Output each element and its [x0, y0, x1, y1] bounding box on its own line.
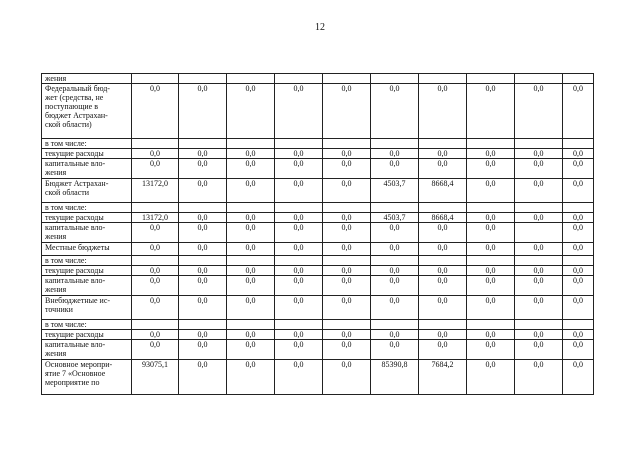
value-cell: 0,0: [467, 266, 515, 276]
value-cell: 0,0: [179, 340, 227, 360]
value-cell: [563, 320, 594, 330]
value-cell: 0,0: [563, 266, 594, 276]
row-label-line: текущие расходы: [45, 213, 104, 222]
value-cell: 0,0: [563, 213, 594, 223]
value-cell: [467, 203, 515, 213]
value-cell: 0,0: [323, 243, 371, 256]
value-cell: 0,0: [515, 159, 563, 179]
value-cell: [323, 74, 371, 84]
value-cell: 0,0: [467, 296, 515, 320]
value-cell: [515, 320, 563, 330]
value-cell: 0,0: [275, 213, 323, 223]
value-cell: 0,0: [371, 330, 419, 340]
row-label-line: текущие расходы: [45, 266, 104, 275]
table-row: [42, 159, 594, 179]
budget-table: [41, 73, 594, 395]
value-cell: 0,0: [132, 149, 179, 159]
row-label-line: жения: [45, 168, 67, 177]
row-label: [42, 320, 132, 330]
row-label-line: капитальные вло-: [45, 340, 106, 349]
value-cell: [323, 139, 371, 149]
value-cell: 0,0: [563, 243, 594, 256]
value-cell: 0,0: [132, 340, 179, 360]
value-cell: [371, 203, 419, 213]
value-cell: 0,0: [227, 149, 275, 159]
value-cell: [467, 256, 515, 266]
value-cell: 0,0: [515, 213, 563, 223]
value-cell: 0,0: [563, 159, 594, 179]
value-cell: 0,0: [275, 243, 323, 256]
row-label-line: поступающие в: [45, 102, 98, 111]
row-label: [42, 256, 132, 266]
value-cell: 0,0: [275, 84, 323, 139]
value-cell: 0,0: [371, 340, 419, 360]
value-cell: 0,0: [323, 84, 371, 139]
value-cell: [371, 74, 419, 84]
value-cell: 0,0: [275, 266, 323, 276]
value-cell: [227, 139, 275, 149]
value-cell: [467, 320, 515, 330]
budget-table-body: [42, 74, 594, 395]
table-row: [42, 139, 594, 149]
value-cell: [419, 74, 467, 84]
row-label-line: текущие расходы: [45, 149, 104, 158]
value-cell: [179, 256, 227, 266]
row-label-line: текущие расходы: [45, 330, 104, 339]
value-cell: 0,0: [419, 340, 467, 360]
value-cell: 0,0: [132, 243, 179, 256]
value-cell: 0,0: [227, 179, 275, 203]
value-cell: [563, 203, 594, 213]
value-cell: [227, 74, 275, 84]
value-cell: 0,0: [467, 159, 515, 179]
value-cell: [419, 320, 467, 330]
value-cell: 0,0: [179, 266, 227, 276]
value-cell: [371, 139, 419, 149]
row-label: [42, 213, 132, 223]
value-cell: [515, 203, 563, 213]
row-label: [42, 84, 132, 139]
value-cell: 0,0: [515, 296, 563, 320]
value-cell: 0,0: [275, 340, 323, 360]
value-cell: 0,0: [227, 243, 275, 256]
value-cell: 13172,0: [132, 179, 179, 203]
value-cell: [467, 139, 515, 149]
table-row: [42, 256, 594, 266]
value-cell: 0,0: [323, 223, 371, 243]
value-cell: 0,0: [467, 213, 515, 223]
value-cell: [179, 320, 227, 330]
value-cell: 0,0: [132, 276, 179, 296]
row-label: [42, 74, 132, 84]
row-label-line: в том числе:: [45, 320, 87, 329]
value-cell: [275, 256, 323, 266]
value-cell: 93075,1: [132, 360, 179, 395]
row-label-line: ской области): [45, 120, 92, 129]
table-row: [42, 203, 594, 213]
row-label: [42, 330, 132, 340]
value-cell: [132, 320, 179, 330]
value-cell: 0,0: [563, 223, 594, 243]
table-row: [42, 330, 594, 340]
row-label-line: жения: [45, 285, 67, 294]
value-cell: 0,0: [227, 330, 275, 340]
value-cell: [132, 139, 179, 149]
row-label: [42, 340, 132, 360]
value-cell: 0,0: [467, 340, 515, 360]
value-cell: 0,0: [515, 360, 563, 395]
value-cell: 0,0: [467, 179, 515, 203]
table-row: [42, 360, 594, 395]
table-row: [42, 213, 594, 223]
value-cell: 0,0: [563, 340, 594, 360]
value-cell: [515, 223, 563, 243]
table-row: [42, 320, 594, 330]
value-cell: 0,0: [323, 330, 371, 340]
value-cell: 0,0: [467, 243, 515, 256]
row-label-line: жения: [45, 232, 67, 241]
row-label-line: в том числе:: [45, 139, 87, 148]
value-cell: 0,0: [275, 296, 323, 320]
value-cell: [275, 74, 323, 84]
value-cell: 0,0: [132, 266, 179, 276]
row-label: [42, 159, 132, 179]
table-row: [42, 74, 594, 84]
value-cell: 0,0: [371, 296, 419, 320]
value-cell: 0,0: [179, 149, 227, 159]
value-cell: 0,0: [371, 276, 419, 296]
value-cell: 0,0: [515, 149, 563, 159]
value-cell: 0,0: [419, 243, 467, 256]
row-label: [42, 296, 132, 320]
value-cell: 0,0: [275, 360, 323, 395]
value-cell: 0,0: [132, 159, 179, 179]
value-cell: 0,0: [515, 340, 563, 360]
row-label-line: бюджет Астрахан-: [45, 111, 108, 120]
value-cell: 0,0: [179, 159, 227, 179]
table-row: [42, 84, 594, 139]
value-cell: 0,0: [179, 84, 227, 139]
value-cell: 0,0: [563, 84, 594, 139]
row-label-line: жения: [45, 74, 67, 83]
value-cell: 0,0: [419, 296, 467, 320]
value-cell: 0,0: [323, 159, 371, 179]
value-cell: [563, 139, 594, 149]
value-cell: 0,0: [179, 243, 227, 256]
value-cell: [323, 256, 371, 266]
row-label: [42, 149, 132, 159]
value-cell: [179, 74, 227, 84]
row-label: [42, 179, 132, 203]
value-cell: [275, 320, 323, 330]
value-cell: 0,0: [563, 296, 594, 320]
value-cell: 0,0: [179, 276, 227, 296]
row-label: [42, 266, 132, 276]
value-cell: 0,0: [227, 84, 275, 139]
value-cell: [227, 320, 275, 330]
value-cell: 0,0: [467, 84, 515, 139]
value-cell: 0,0: [515, 276, 563, 296]
value-cell: [515, 74, 563, 84]
table-row: [42, 149, 594, 159]
row-label-line: ятие 7 «Основное: [45, 369, 106, 378]
value-cell: 0,0: [132, 84, 179, 139]
value-cell: [419, 139, 467, 149]
value-cell: [275, 139, 323, 149]
value-cell: 0,0: [419, 84, 467, 139]
value-cell: 0,0: [227, 276, 275, 296]
value-cell: 0,0: [515, 266, 563, 276]
value-cell: 0,0: [419, 266, 467, 276]
value-cell: 0,0: [275, 159, 323, 179]
row-label-line: Бюджет Астрахан-: [45, 179, 109, 188]
table-row: [42, 276, 594, 296]
value-cell: 0,0: [371, 84, 419, 139]
value-cell: 0,0: [371, 223, 419, 243]
row-label-line: в том числе:: [45, 203, 87, 212]
value-cell: [371, 320, 419, 330]
value-cell: 0,0: [467, 276, 515, 296]
value-cell: 0,0: [323, 296, 371, 320]
value-cell: 0,0: [179, 223, 227, 243]
value-cell: 0,0: [419, 159, 467, 179]
value-cell: 0,0: [132, 223, 179, 243]
value-cell: 0,0: [419, 330, 467, 340]
value-cell: 0,0: [563, 330, 594, 340]
row-label-line: капитальные вло-: [45, 276, 106, 285]
value-cell: 0,0: [515, 179, 563, 203]
table-row: [42, 296, 594, 320]
value-cell: [515, 139, 563, 149]
value-cell: 0,0: [467, 223, 515, 243]
value-cell: 0,0: [323, 340, 371, 360]
value-cell: 0,0: [227, 340, 275, 360]
value-cell: 0,0: [179, 179, 227, 203]
value-cell: [132, 203, 179, 213]
value-cell: 85390,8: [371, 360, 419, 395]
value-cell: 0,0: [323, 276, 371, 296]
value-cell: 0,0: [371, 159, 419, 179]
value-cell: 0,0: [275, 223, 323, 243]
value-cell: [132, 256, 179, 266]
row-label: [42, 360, 132, 395]
value-cell: 0,0: [563, 149, 594, 159]
value-cell: 0,0: [419, 149, 467, 159]
value-cell: 0,0: [132, 296, 179, 320]
row-label-line: Местные бюджеты: [45, 243, 110, 252]
value-cell: 0,0: [275, 330, 323, 340]
value-cell: 0,0: [515, 243, 563, 256]
table-row: [42, 179, 594, 203]
value-cell: 0,0: [323, 266, 371, 276]
value-cell: [275, 203, 323, 213]
value-cell: 0,0: [227, 266, 275, 276]
value-cell: 0,0: [323, 179, 371, 203]
value-cell: 4503,7: [371, 213, 419, 223]
value-cell: 4503,7: [371, 179, 419, 203]
value-cell: 0,0: [179, 213, 227, 223]
row-label-line: Федеральный бюд-: [45, 84, 110, 93]
value-cell: [419, 203, 467, 213]
row-label-line: капитальные вло-: [45, 159, 106, 168]
table-row: [42, 223, 594, 243]
row-label: [42, 203, 132, 213]
value-cell: 0,0: [179, 330, 227, 340]
value-cell: 0,0: [467, 330, 515, 340]
value-cell: 0,0: [467, 360, 515, 395]
value-cell: 0,0: [563, 360, 594, 395]
row-label-line: мероприятие по: [45, 378, 100, 387]
row-label-line: ской области: [45, 188, 90, 197]
value-cell: [227, 256, 275, 266]
value-cell: [515, 256, 563, 266]
value-cell: 0,0: [132, 330, 179, 340]
table-row: [42, 266, 594, 276]
value-cell: [563, 74, 594, 84]
value-cell: 0,0: [227, 223, 275, 243]
value-cell: 0,0: [515, 84, 563, 139]
value-cell: 0,0: [275, 276, 323, 296]
row-label-line: в том числе:: [45, 256, 87, 265]
row-label-line: жет (средства, не: [45, 93, 104, 102]
value-cell: [467, 74, 515, 84]
value-cell: 0,0: [227, 213, 275, 223]
row-label-line: точники: [45, 305, 73, 314]
row-label-line: Основное меропри-: [45, 360, 113, 369]
value-cell: 0,0: [371, 266, 419, 276]
value-cell: 0,0: [227, 360, 275, 395]
value-cell: 0,0: [419, 276, 467, 296]
value-cell: 0,0: [323, 360, 371, 395]
value-cell: [227, 203, 275, 213]
value-cell: 0,0: [275, 149, 323, 159]
row-label: [42, 276, 132, 296]
value-cell: 0,0: [179, 296, 227, 320]
value-cell: 0,0: [323, 213, 371, 223]
value-cell: [371, 256, 419, 266]
value-cell: [179, 203, 227, 213]
row-label-line: Внебюджетные ис-: [45, 296, 111, 305]
value-cell: 0,0: [515, 330, 563, 340]
row-label-line: капитальные вло-: [45, 223, 106, 232]
value-cell: 0,0: [227, 296, 275, 320]
row-label: [42, 139, 132, 149]
value-cell: [179, 139, 227, 149]
value-cell: 8668,4: [419, 179, 467, 203]
value-cell: [323, 203, 371, 213]
value-cell: [563, 256, 594, 266]
value-cell: 0,0: [563, 276, 594, 296]
value-cell: 13172,0: [132, 213, 179, 223]
row-label: [42, 223, 132, 243]
value-cell: 0,0: [275, 179, 323, 203]
value-cell: 0,0: [179, 360, 227, 395]
row-label-line: жения: [45, 349, 67, 358]
value-cell: [419, 256, 467, 266]
value-cell: 8668,4: [419, 213, 467, 223]
value-cell: [132, 74, 179, 84]
value-cell: 0,0: [563, 179, 594, 203]
value-cell: 0,0: [371, 149, 419, 159]
value-cell: 0,0: [227, 159, 275, 179]
page-number: 12: [315, 22, 325, 33]
table-row: [42, 243, 594, 256]
value-cell: 0,0: [419, 223, 467, 243]
value-cell: 7684,2: [419, 360, 467, 395]
value-cell: 0,0: [371, 243, 419, 256]
value-cell: 0,0: [467, 149, 515, 159]
value-cell: [323, 320, 371, 330]
row-label: [42, 243, 132, 256]
value-cell: 0,0: [323, 149, 371, 159]
table-row: [42, 340, 594, 360]
